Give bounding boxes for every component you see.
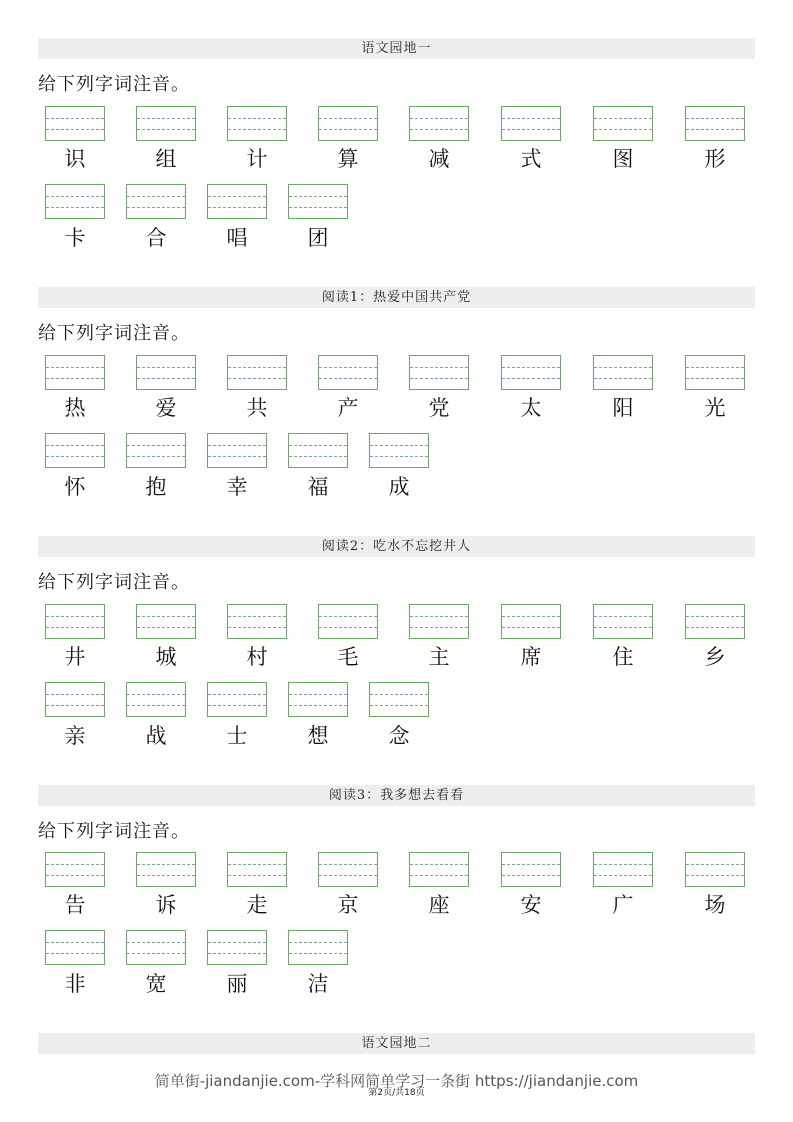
pinyin-answer-box[interactable] xyxy=(318,106,378,141)
pinyin-answer-box[interactable] xyxy=(369,433,429,468)
section-title: 阅读2：吃水不忘挖井人 xyxy=(38,536,755,557)
hanzi-character: 城 xyxy=(155,645,177,669)
hanzi-character: 幸 xyxy=(226,475,248,499)
pinyin-answer-box[interactable] xyxy=(369,682,429,717)
page-indicator: 第2页/共18页 xyxy=(368,1088,425,1098)
pinyin-answer-box[interactable] xyxy=(126,184,186,219)
hanzi-character: 唱 xyxy=(226,226,248,250)
section-title: 语文园地二 xyxy=(38,1033,755,1054)
pinyin-answer-box[interactable] xyxy=(45,184,105,219)
hanzi-character: 想 xyxy=(307,724,329,748)
hanzi-character: 团 xyxy=(307,226,329,250)
hanzi-character: 卡 xyxy=(64,226,86,250)
pinyin-answer-box[interactable] xyxy=(318,852,378,887)
hanzi-character: 计 xyxy=(246,147,268,171)
hanzi-character: 算 xyxy=(337,147,359,171)
pinyin-answer-box[interactable] xyxy=(45,930,105,965)
pinyin-answer-box[interactable] xyxy=(501,604,561,639)
hanzi-character: 组 xyxy=(155,147,177,171)
hanzi-character: 成 xyxy=(388,475,410,499)
hanzi-character: 阳 xyxy=(612,396,634,420)
hanzi-character: 告 xyxy=(64,893,86,917)
hanzi-character: 怀 xyxy=(64,475,86,499)
hanzi-character: 亲 xyxy=(64,724,86,748)
pinyin-answer-box[interactable] xyxy=(501,852,561,887)
pinyin-answer-box[interactable] xyxy=(136,604,196,639)
hanzi-character: 安 xyxy=(520,893,542,917)
pinyin-answer-box[interactable] xyxy=(45,106,105,141)
footer-watermark: 简单街-jiandanjie.com-学科网简单学习一条街 https://jiandanjie.com xyxy=(154,1072,639,1090)
instruction-text: 给下列字词注音。 xyxy=(38,74,190,95)
pinyin-answer-box[interactable] xyxy=(136,852,196,887)
hanzi-character: 热 xyxy=(64,396,86,420)
hanzi-character: 共 xyxy=(246,396,268,420)
hanzi-character: 场 xyxy=(704,893,726,917)
pinyin-answer-box[interactable] xyxy=(227,106,287,141)
hanzi-character: 井 xyxy=(64,645,86,669)
hanzi-character: 洁 xyxy=(307,972,329,996)
hanzi-character: 形 xyxy=(704,147,726,171)
pinyin-answer-box[interactable] xyxy=(501,355,561,390)
pinyin-answer-box[interactable] xyxy=(288,433,348,468)
pinyin-answer-box[interactable] xyxy=(409,852,469,887)
hanzi-character: 式 xyxy=(520,147,542,171)
pinyin-answer-box[interactable] xyxy=(288,184,348,219)
pinyin-answer-box[interactable] xyxy=(207,682,267,717)
hanzi-character: 识 xyxy=(64,147,86,171)
pinyin-answer-box[interactable] xyxy=(685,355,745,390)
pinyin-answer-box[interactable] xyxy=(318,604,378,639)
hanzi-character: 图 xyxy=(612,147,634,171)
hanzi-character: 抱 xyxy=(145,475,167,499)
hanzi-character: 念 xyxy=(388,724,410,748)
pinyin-answer-box[interactable] xyxy=(685,852,745,887)
hanzi-character: 爱 xyxy=(155,396,177,420)
hanzi-character: 席 xyxy=(520,645,542,669)
hanzi-character: 士 xyxy=(226,724,248,748)
section-title: 阅读3：我多想去看看 xyxy=(38,785,755,806)
pinyin-answer-box[interactable] xyxy=(136,106,196,141)
pinyin-answer-box[interactable] xyxy=(593,355,653,390)
hanzi-character: 广 xyxy=(612,893,634,917)
instruction-text: 给下列字词注音。 xyxy=(38,572,190,593)
pinyin-answer-box[interactable] xyxy=(45,604,105,639)
pinyin-answer-box[interactable] xyxy=(45,682,105,717)
instruction-text: 给下列字词注音。 xyxy=(38,323,190,344)
hanzi-character: 宽 xyxy=(145,972,167,996)
hanzi-character: 减 xyxy=(428,147,450,171)
pinyin-answer-box[interactable] xyxy=(207,184,267,219)
pinyin-answer-box[interactable] xyxy=(288,930,348,965)
instruction-text: 给下列字词注音。 xyxy=(38,821,190,842)
pinyin-answer-box[interactable] xyxy=(136,355,196,390)
hanzi-character: 福 xyxy=(307,475,329,499)
pinyin-answer-box[interactable] xyxy=(593,852,653,887)
pinyin-answer-box[interactable] xyxy=(593,106,653,141)
pinyin-answer-box[interactable] xyxy=(593,604,653,639)
pinyin-answer-box[interactable] xyxy=(45,355,105,390)
pinyin-answer-box[interactable] xyxy=(45,852,105,887)
hanzi-character: 丽 xyxy=(226,972,248,996)
hanzi-character: 产 xyxy=(337,396,359,420)
hanzi-character: 党 xyxy=(428,396,450,420)
hanzi-character: 非 xyxy=(64,972,86,996)
hanzi-character: 走 xyxy=(246,893,268,917)
hanzi-character: 座 xyxy=(428,893,450,917)
pinyin-answer-box[interactable] xyxy=(227,604,287,639)
pinyin-answer-box[interactable] xyxy=(227,355,287,390)
hanzi-character: 住 xyxy=(612,645,634,669)
hanzi-character: 乡 xyxy=(704,645,726,669)
hanzi-character: 诉 xyxy=(155,893,177,917)
pinyin-answer-box[interactable] xyxy=(685,106,745,141)
hanzi-character: 合 xyxy=(145,226,167,250)
hanzi-character: 毛 xyxy=(337,645,359,669)
pinyin-answer-box[interactable] xyxy=(126,930,186,965)
hanzi-character: 战 xyxy=(145,724,167,748)
pinyin-answer-box[interactable] xyxy=(207,433,267,468)
hanzi-character: 主 xyxy=(428,645,450,669)
hanzi-character: 太 xyxy=(520,396,542,420)
pinyin-answer-box[interactable] xyxy=(685,604,745,639)
pinyin-answer-box[interactable] xyxy=(409,355,469,390)
pinyin-answer-box[interactable] xyxy=(318,355,378,390)
hanzi-character: 村 xyxy=(246,645,268,669)
pinyin-answer-box[interactable] xyxy=(207,930,267,965)
hanzi-character: 光 xyxy=(704,396,726,420)
pinyin-answer-box[interactable] xyxy=(45,433,105,468)
pinyin-answer-box[interactable] xyxy=(126,433,186,468)
pinyin-answer-box[interactable] xyxy=(501,106,561,141)
pinyin-answer-box[interactable] xyxy=(288,682,348,717)
pinyin-answer-box[interactable] xyxy=(409,106,469,141)
hanzi-character: 京 xyxy=(337,893,359,917)
pinyin-answer-box[interactable] xyxy=(409,604,469,639)
pinyin-answer-box[interactable] xyxy=(227,852,287,887)
section-title: 阅读1：热爱中国共产党 xyxy=(38,287,755,308)
pinyin-answer-box[interactable] xyxy=(126,682,186,717)
section-title: 语文园地一 xyxy=(38,38,755,59)
